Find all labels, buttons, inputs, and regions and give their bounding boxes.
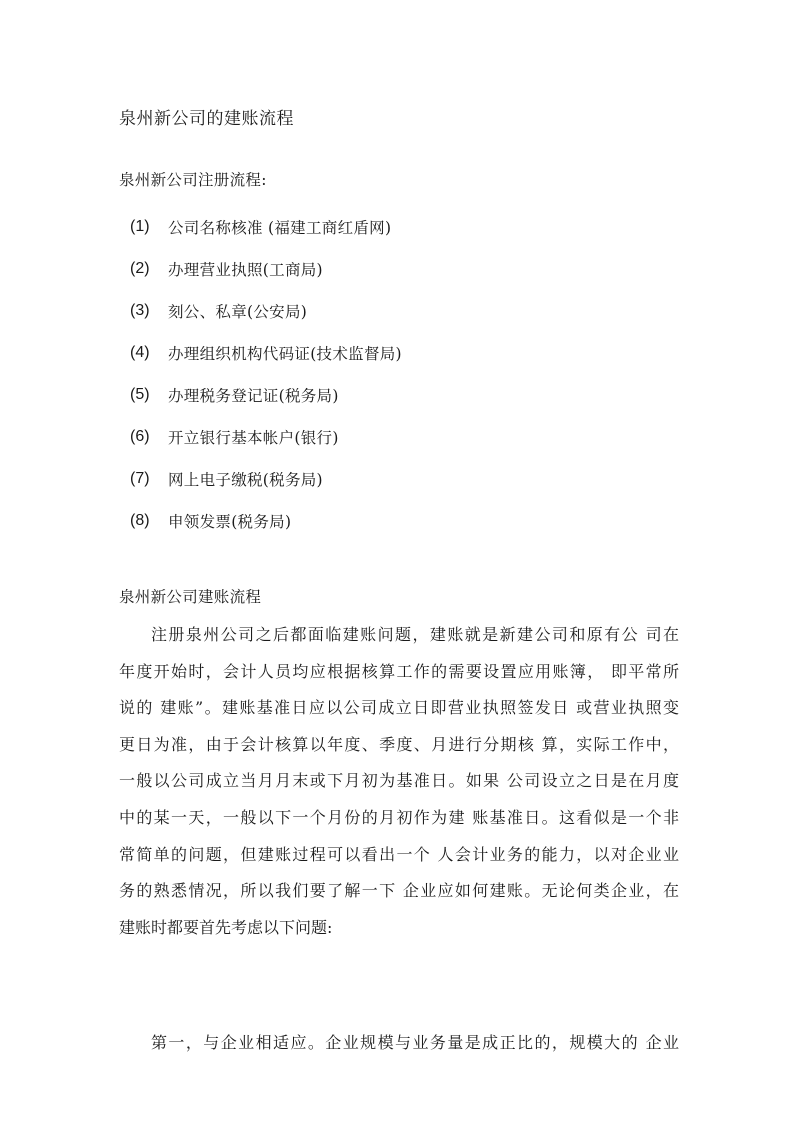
paragraph-line: 建账时都要首先考虑以下问题:: [119, 917, 333, 937]
document-title: 泉州新公司的建账流程: [119, 109, 294, 129]
bookkeeping-paragraph-1: [119, 617, 679, 946]
registration-steps-list: [130, 206, 402, 542]
list-item: [130, 500, 402, 542]
step-number: (1): [130, 218, 150, 235]
step-text: 网上电子缴税(税务局): [168, 471, 323, 489]
step-text: 申领发票(税务局): [168, 513, 292, 531]
step-number: (5): [130, 386, 150, 403]
step-number: (7): [130, 470, 150, 487]
paragraph-line: 第一，与企业相适应。企业规模与业务量是成正比的，规模大的 企业: [151, 1033, 679, 1052]
step-number: (3): [130, 302, 150, 319]
paragraph-line: 常简单的问题，但建账过程可以看出一个 人会计业务的能力，以对企业业: [119, 844, 679, 864]
list-item: [130, 248, 402, 290]
paragraph-line: 注册泉州公司之后都面临建账问题，建账就是新建公司和原有公 司在: [151, 625, 679, 644]
list-item: [130, 416, 402, 458]
step-text: 开立银行基本帐户(银行): [168, 429, 339, 447]
step-text: 办理税务登记证(税务局): [168, 387, 339, 405]
bookkeeping-paragraph-2: [119, 1025, 679, 1062]
paragraph-line: 务的熟悉情况，所以我们要了解一下 企业应如何建账。无论何类企业，在: [119, 881, 679, 901]
registration-heading: 泉州新公司注册流程:: [119, 171, 267, 189]
step-number: (6): [130, 428, 150, 445]
paragraph-line: 一般以公司成立当月月末或下月初为基准日。如果 公司设立之日是在月度: [119, 771, 679, 791]
step-text: 办理组织机构代码证(技术监督局): [168, 345, 402, 363]
list-item: [130, 332, 402, 374]
list-item: [130, 374, 402, 416]
step-number: (8): [130, 512, 150, 529]
step-text: 刻公、私章(公安局): [168, 303, 308, 321]
paragraph-line: 说的 建账”。建账基准日应以公司成立日即营业执照签发日 或营业执照变: [119, 698, 679, 718]
bookkeeping-heading: 泉州新公司建账流程: [119, 588, 262, 606]
list-item: [130, 290, 402, 332]
paragraph-line: 年度开始时，会计人员均应根据核算工作的需要设置应用账簿， 即平常所: [119, 661, 679, 681]
list-item: [130, 206, 402, 248]
step-text: 公司名称核准 (福建工商红盾网): [168, 219, 392, 237]
paragraph-line: 更日为准，由于会计核算以年度、季度、月进行分期核 算，实际工作中，: [119, 734, 679, 754]
step-text: 办理营业执照(工商局): [168, 261, 323, 279]
step-number: (4): [130, 344, 150, 361]
list-item: [130, 458, 402, 500]
paragraph-line: 中的某一天，一般以下一个月份的月初作为建 账基准日。这看似是一个非: [119, 807, 679, 827]
step-number: (2): [130, 260, 150, 277]
